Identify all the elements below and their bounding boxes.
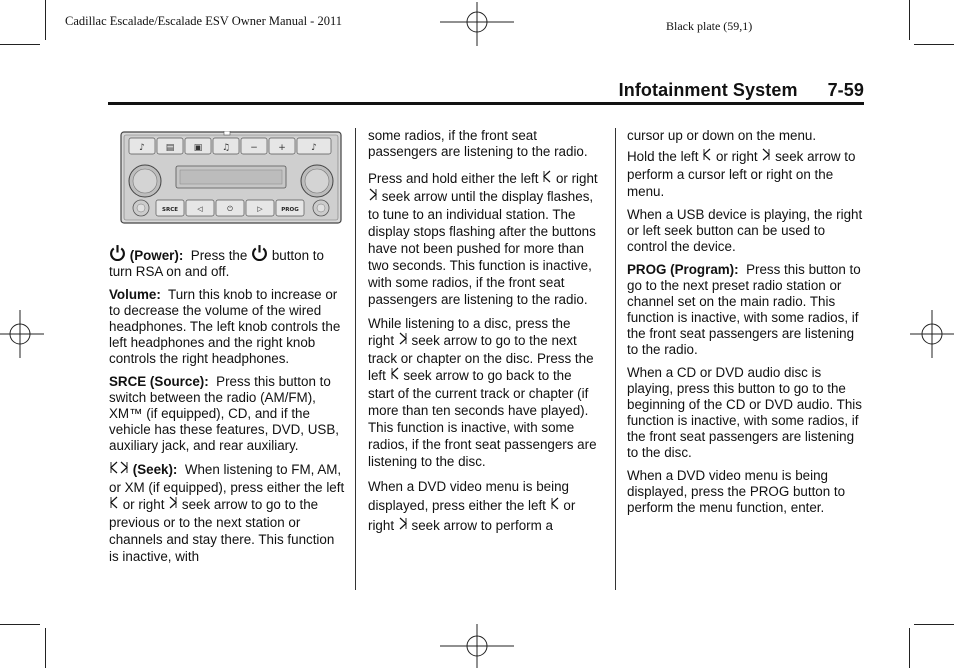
svg-text:♪: ♪	[139, 143, 145, 153]
paragraph	[368, 170, 600, 308]
seek-left-icon	[109, 461, 119, 479]
text: or right	[555, 171, 598, 186]
paragraph	[627, 148, 867, 200]
power-label: (Power):	[129, 248, 184, 263]
plate-label: Black plate (59,1)	[666, 19, 753, 33]
text: seek arrow to go back to the start of the current track or chapter (if more than ten seconds have played). This function is inactive, with some radios, if the front seat passengers are listening to the disc.	[368, 368, 597, 469]
rear-seat-audio-panel-illustration	[120, 131, 342, 224]
paragraph	[368, 315, 600, 470]
seek-right-icon	[398, 517, 408, 536]
paragraph: When a USB device is playing, the right or left seek button can be used to control the device.	[627, 207, 863, 254]
power-text: Press the	[190, 248, 248, 263]
page-number: 7-59	[827, 80, 864, 100]
crop-mark	[914, 624, 954, 625]
seek-left-icon	[542, 170, 552, 188]
seek-right-icon	[398, 332, 408, 350]
text: Hold the left	[627, 149, 699, 164]
svg-text:−: −	[250, 143, 258, 153]
text: While listening to a disc, press the right	[368, 316, 571, 348]
seek-left-icon	[702, 148, 712, 166]
registration-mark-left	[0, 310, 44, 358]
svg-text:◁: ◁	[197, 205, 203, 213]
paragraph: When a CD or DVD audio disc is playing, press this button to go to the beginning of the CD or DVD audio. This function is inactive, with some radios, if the front seat passengers are listening to the disc.	[627, 365, 862, 460]
svg-text:♪: ♪	[311, 143, 317, 153]
seek-right-icon	[119, 461, 129, 479]
srce-paragraph	[109, 374, 345, 454]
crop-mark	[914, 44, 954, 45]
paragraph	[368, 477, 600, 536]
text: or right	[715, 149, 758, 164]
seek-left-icon	[109, 496, 119, 514]
text: seek arrow until the display flashes, to tune to an individual station. The display stops flashing after the buttons have not been pushed for more than two seconds. This function is inactive, with some radios, if the front seat passengers are listening to the radio.	[368, 189, 596, 307]
column-3	[627, 128, 867, 523]
power-icon	[109, 244, 126, 261]
seek-paragraph	[109, 461, 345, 565]
srce-panel-label: SRCE	[162, 207, 178, 213]
text: or right	[368, 498, 576, 533]
paragraph: cursor up or down on the menu.	[627, 128, 817, 143]
text: seek arrow to go to the next track or chapter on the disc. Press the left	[368, 333, 594, 383]
text: Press and hold either the left	[368, 171, 539, 186]
seek-text: or right	[122, 497, 165, 512]
crop-mark	[909, 628, 910, 668]
registration-mark-right	[910, 310, 954, 358]
srce-label: SRCE (Source):	[109, 374, 209, 389]
seek-right-icon	[168, 496, 178, 514]
registration-mark-top	[440, 2, 514, 46]
prog-panel-label: PROG	[281, 207, 299, 213]
header-rule	[108, 102, 864, 105]
volume-text: Turn this knob to increase or to decrease the volume of the wired headphones. The left knob controls the left headphones and the right knob controls the right headphones.	[109, 287, 341, 366]
seek-label: (Seek):	[132, 462, 178, 477]
seek-left-icon	[550, 497, 560, 516]
svg-text:▣: ▣	[193, 143, 203, 153]
registration-mark-bottom	[440, 624, 514, 668]
seek-right-icon	[368, 188, 378, 206]
paragraph: some radios, if the front seat passengers are listening to the radio.	[368, 128, 588, 159]
crop-mark	[0, 44, 40, 45]
svg-text:♫: ♫	[221, 143, 231, 153]
seek-text: seek arrow to go to the previous or to the next station or channels and stay there. This function is inactive, with	[109, 497, 335, 564]
text: When a DVD video menu is being displayed, press either the left	[368, 479, 569, 513]
section-title: Infotainment System	[618, 80, 798, 100]
seek-text: When listening to FM, AM, or XM (if equipped), press either the left	[109, 462, 345, 495]
column-1	[109, 244, 345, 572]
volume-paragraph	[109, 287, 345, 367]
svg-text:⏻: ⏻	[227, 205, 233, 213]
crop-mark	[0, 624, 40, 625]
column-2	[368, 128, 600, 543]
text: seek arrow to perform a	[411, 518, 553, 533]
crop-mark	[909, 0, 910, 40]
paragraph: When a DVD video menu is being displayed, press the PROG button to perform the menu function, enter.	[627, 468, 846, 515]
column-divider	[615, 128, 616, 590]
srce-text: Press this button to switch between the radio (AM/FM), XM™ (if equipped), CD, and if the vehicle has these features, DVD, USB, auxiliary jack, and rear auxiliary.	[109, 374, 339, 453]
power-paragraph	[109, 244, 345, 280]
svg-text:▷: ▷	[257, 205, 263, 213]
manual-title: Cadillac Escalade/Escalade ESV Owner Manual - 2011	[65, 14, 342, 28]
prog-text: Press this button to go to the next preset radio station or channel set on the main radio. This function is inactive, with some radios, if the front seat passengers are listening to the radio.	[627, 262, 861, 357]
volume-label: Volume:	[109, 287, 161, 302]
power-icon	[251, 244, 268, 261]
section-header	[619, 80, 864, 101]
seek-left-icon	[390, 367, 400, 385]
prog-label: PROG (Program):	[627, 262, 739, 277]
svg-text:▤: ▤	[165, 143, 175, 153]
prog-paragraph	[627, 262, 867, 358]
seek-right-icon	[761, 148, 771, 166]
text: seek arrow to perform a cursor left or right on the menu.	[627, 149, 856, 199]
column-divider	[355, 128, 356, 590]
power-text: button to turn RSA on and off.	[109, 248, 324, 279]
crop-mark	[45, 628, 46, 668]
crop-mark	[45, 0, 46, 40]
svg-text:+: +	[278, 143, 286, 153]
